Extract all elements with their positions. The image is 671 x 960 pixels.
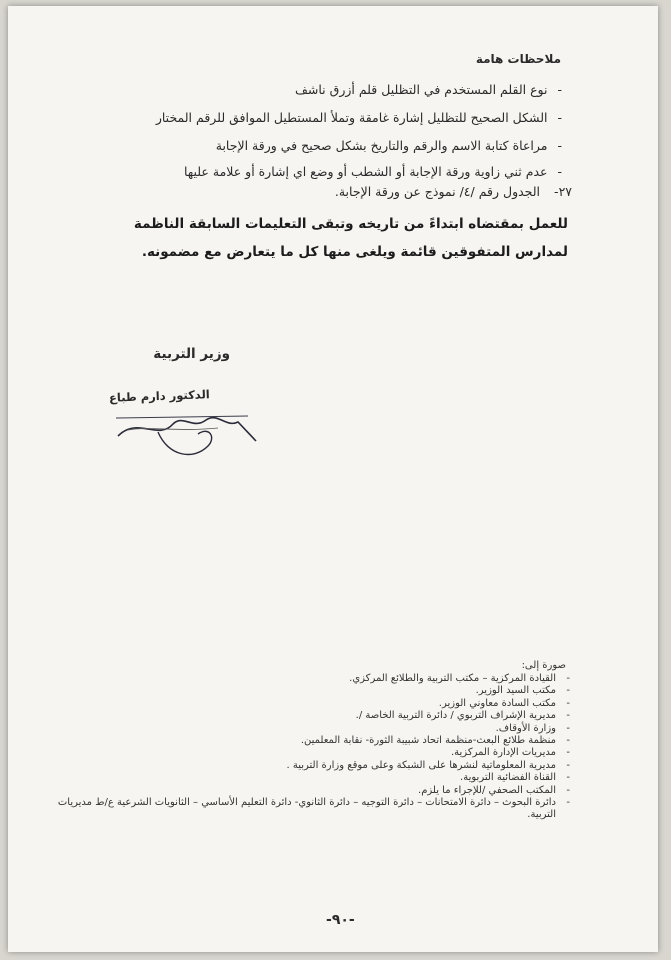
note-item: -الشكل الصحيح للتظليل إشارة غامقة وتملأ المستطيل الموافق للرقم المختار — [155, 110, 562, 125]
list-item: - مديريات الإدارة المركزية. — [40, 747, 570, 759]
list-item: - مكتب السادة معاوني الوزير. — [40, 698, 570, 710]
note-item: -عدم ثني زاوية ورقة الإجابة أو الشطب أو وضع اي إشارة أو علامة عليها — [183, 164, 562, 179]
item-27 — [335, 184, 572, 199]
note-text: الشكل الصحيح للتظليل إشارة غامقة وتملأ المستطيل الموافق للرقم المختار — [155, 110, 548, 125]
list-item: - مكتب السيد الوزير. — [40, 685, 570, 697]
document-page — [8, 6, 658, 952]
note-item: -نوع القلم المستخدم في التظليل قلم أزرق ناشف — [294, 82, 562, 97]
copies-title: صورة إلى: — [521, 660, 566, 671]
note-item: -مراعاة كتابة الاسم والرقم والتاريخ بشكل صحيح في ورقة الإجابة — [215, 138, 562, 153]
handwritten-signature — [98, 386, 268, 466]
item-number: ٢٧- — [554, 184, 572, 199]
list-item: - المكتب الصحفي /للإجراء ما يلزم. — [40, 785, 570, 797]
note-text: نوع القلم المستخدم في التظليل قلم أزرق ناشف — [294, 82, 548, 97]
note-text: عدم ثني زاوية ورقة الإجابة أو الشطب أو وضع اي إشارة أو علامة عليها — [183, 164, 548, 179]
closing-paragraph: للعمل بمقتضاه ابتداءً من تاريخه وتبقى التعليمات السابقة الناظمة لمدارس المتفوقين قائمة ويلغى منها كل ما يتعارض مع مضمونه. — [133, 216, 568, 260]
minister-title: وزير التربية — [153, 346, 230, 362]
copies-list — [40, 673, 570, 822]
list-item: - مديرية الإشراف التربوي / دائرة التربية الخاصة /. — [40, 710, 570, 722]
item-text: الجدول رقم /٤/ نموذج عن ورقة الإجابة. — [334, 184, 541, 199]
list-item: - القيادة المركزية – مكتب التربية والطلائع المركزي. — [40, 673, 570, 685]
list-item: - القناة الفضائية التربوية. — [40, 772, 570, 784]
signer-name: الدكتور دارم طباع — [109, 387, 211, 405]
list-item: - دائرة البحوث – دائرة الامتحانات – دائرة التوجيه – دائرة الثانوي- دائرة التعليم الأساسي – الثانويات الشرعية ع/ط مديريات التربية. — [40, 797, 570, 822]
page-number: -٩٠- — [326, 912, 355, 928]
list-item: - مديرية المعلوماتية لنشرها على الشبكة وعلى موقع وزارة التربية . — [40, 760, 570, 772]
notes-title: ملاحظات هامة — [475, 52, 561, 66]
note-text: مراعاة كتابة الاسم والرقم والتاريخ بشكل صحيح في ورقة الإجابة — [215, 138, 548, 153]
list-item: - منظمة طلائع البعث-منظمة اتحاد شبيبة الثورة- نقابة المعلمين. — [40, 735, 570, 747]
list-item: - وزارة الأوقاف. — [40, 723, 570, 735]
